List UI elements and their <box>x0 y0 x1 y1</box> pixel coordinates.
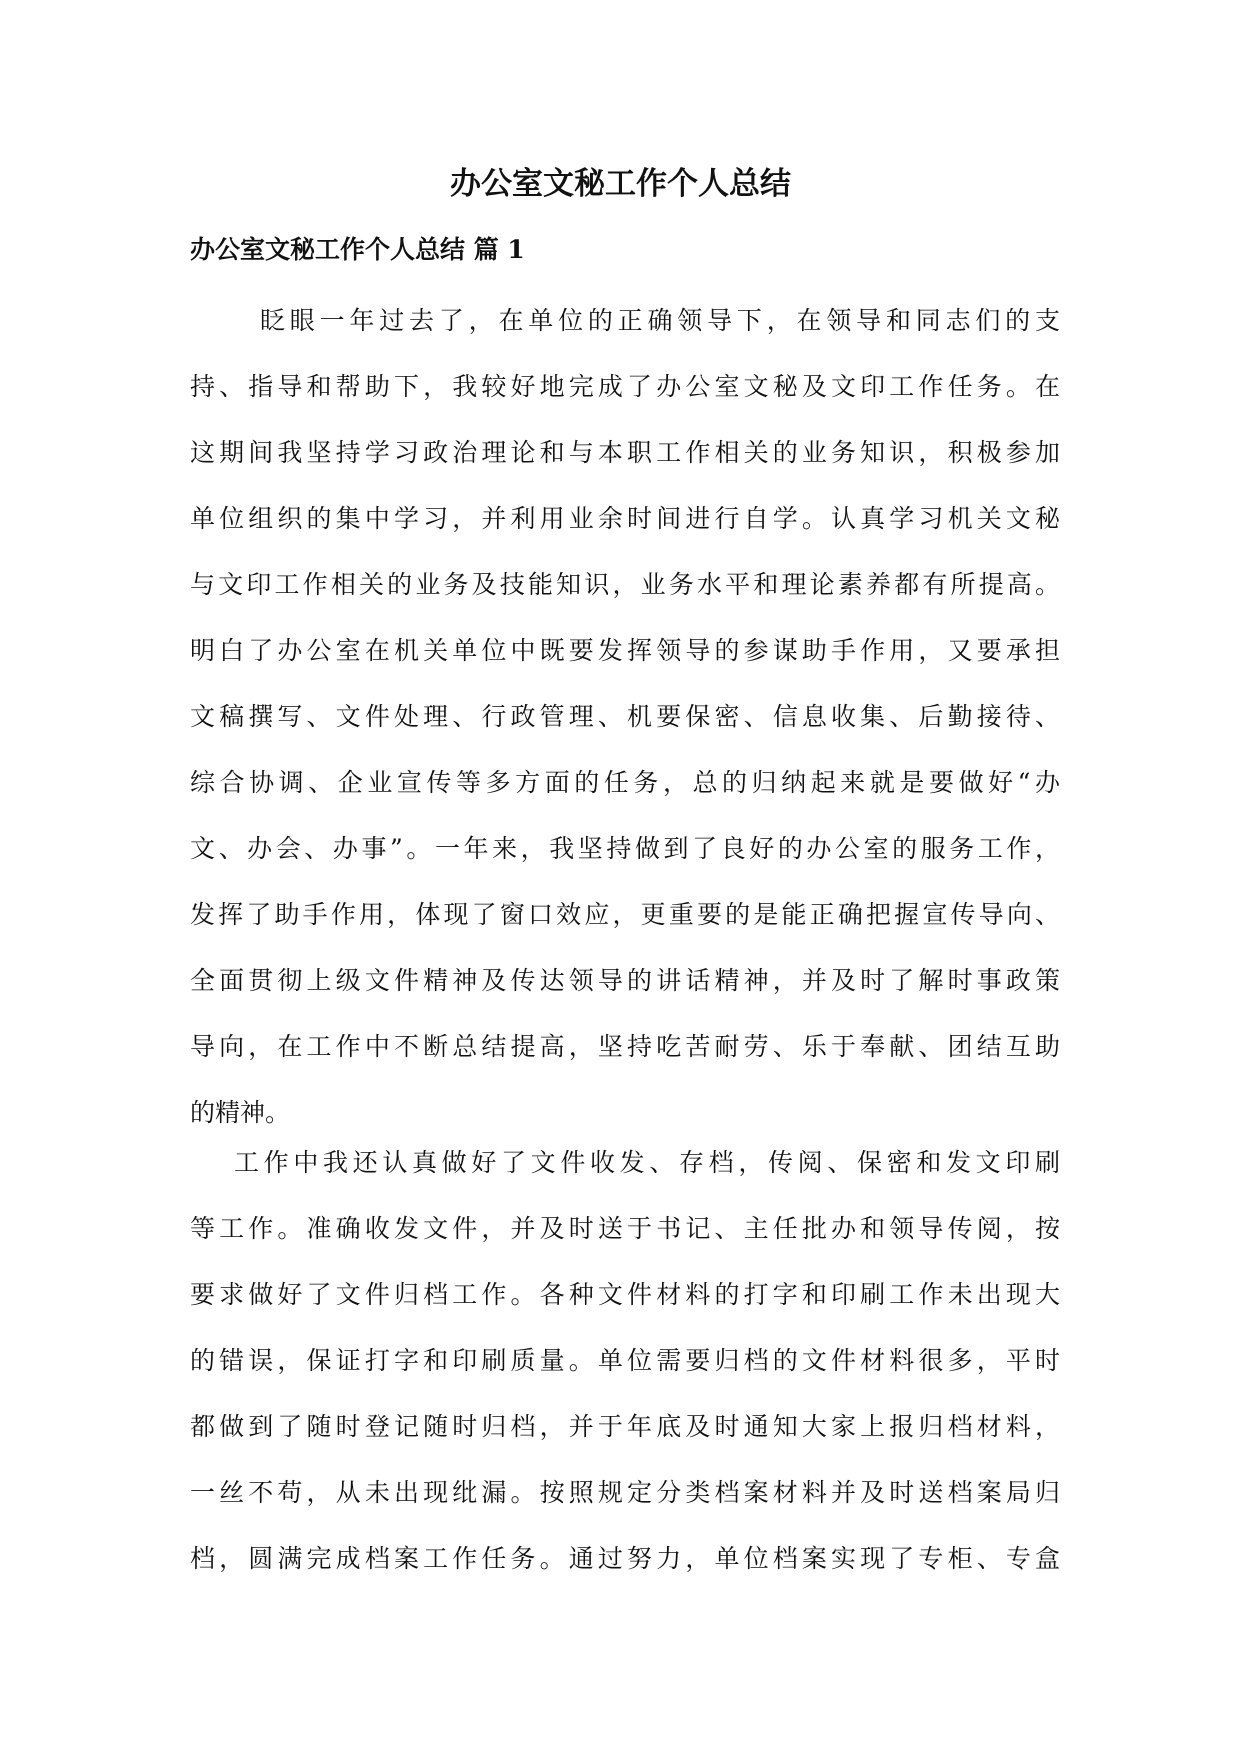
paragraph-line: 要求做好了文件归档工作。各种文件材料的打字和印刷工作未出现大 <box>190 1280 1060 1309</box>
paragraph-line: 导向，在工作中不断总结提高，坚持吃苦耐劳、乐于奉献、团结互助 <box>190 1032 1060 1061</box>
paragraph-line: 明白了办公室在机关单位中既要发挥领导的参谋助手作用，又要承担 <box>190 636 1060 665</box>
paragraph-line: 都做到了随时登记随时归档，并于年底及时通知大家上报归档材料， <box>190 1412 1060 1441</box>
paragraph-line: 一丝不苟，从未出现纰漏。按照规定分类档案材料并及时送档案局归 <box>190 1478 1060 1507</box>
paragraph-line: 这期间我坚持学习政治理论和与本职工作相关的业务知识，积极参加 <box>190 438 1060 467</box>
paragraph-1 <box>190 288 1060 1146</box>
paragraph-line: 文、办会、办事”。一年来，我坚持做到了良好的办公室的服务工作， <box>190 834 1060 863</box>
document-title: 办公室文秘工作个人总结 <box>450 166 791 202</box>
paragraph-line: 与文印工作相关的业务及技能知识，业务水平和理论素养都有所提高。 <box>190 570 1060 599</box>
paragraph-line: 全面贯彻上级文件精神及传达领导的讲话精神，并及时了解时事政策 <box>190 966 1060 995</box>
paragraph-line: 工作中我还认真做好了文件收发、存档，传阅、保密和发文印刷 <box>234 1148 1060 1177</box>
paragraph-line: 眨眼一年过去了，在单位的正确领导下，在领导和同志们的支 <box>260 306 1060 335</box>
paragraph-line: 单位组织的集中学习，并利用业余时间进行自学。认真学习机关文秘 <box>190 504 1060 533</box>
paragraph-line: 发挥了助手作用，体现了窗口效应，更重要的是能正确把握宣传导向、 <box>190 900 1060 929</box>
paragraph-line: 等工作。准确收发文件，并及时送于书记、主任批办和领导传阅，按 <box>190 1214 1060 1243</box>
paragraph-line: 档，圆满完成档案工作任务。通过努力，单位档案实现了专柜、专盒 <box>190 1544 1060 1573</box>
section-heading: 办公室文秘工作个人总结 篇 1 <box>190 235 525 264</box>
paragraph-line: 的错误，保证打字和印刷质量。单位需要归档的文件材料很多，平时 <box>190 1346 1060 1375</box>
paragraph-line: 综合协调、企业宣传等多方面的任务，总的归纳起来就是要做好“办 <box>190 768 1060 797</box>
paragraph-2 <box>190 1130 1060 1592</box>
paragraph-line: 的精神。 <box>190 1098 291 1127</box>
paragraph-line: 持、指导和帮助下，我较好地完成了办公室文秘及文印工作任务。在 <box>190 372 1060 401</box>
paragraph-line: 文稿撰写、文件处理、行政管理、机要保密、信息收集、后勤接待、 <box>190 702 1060 731</box>
